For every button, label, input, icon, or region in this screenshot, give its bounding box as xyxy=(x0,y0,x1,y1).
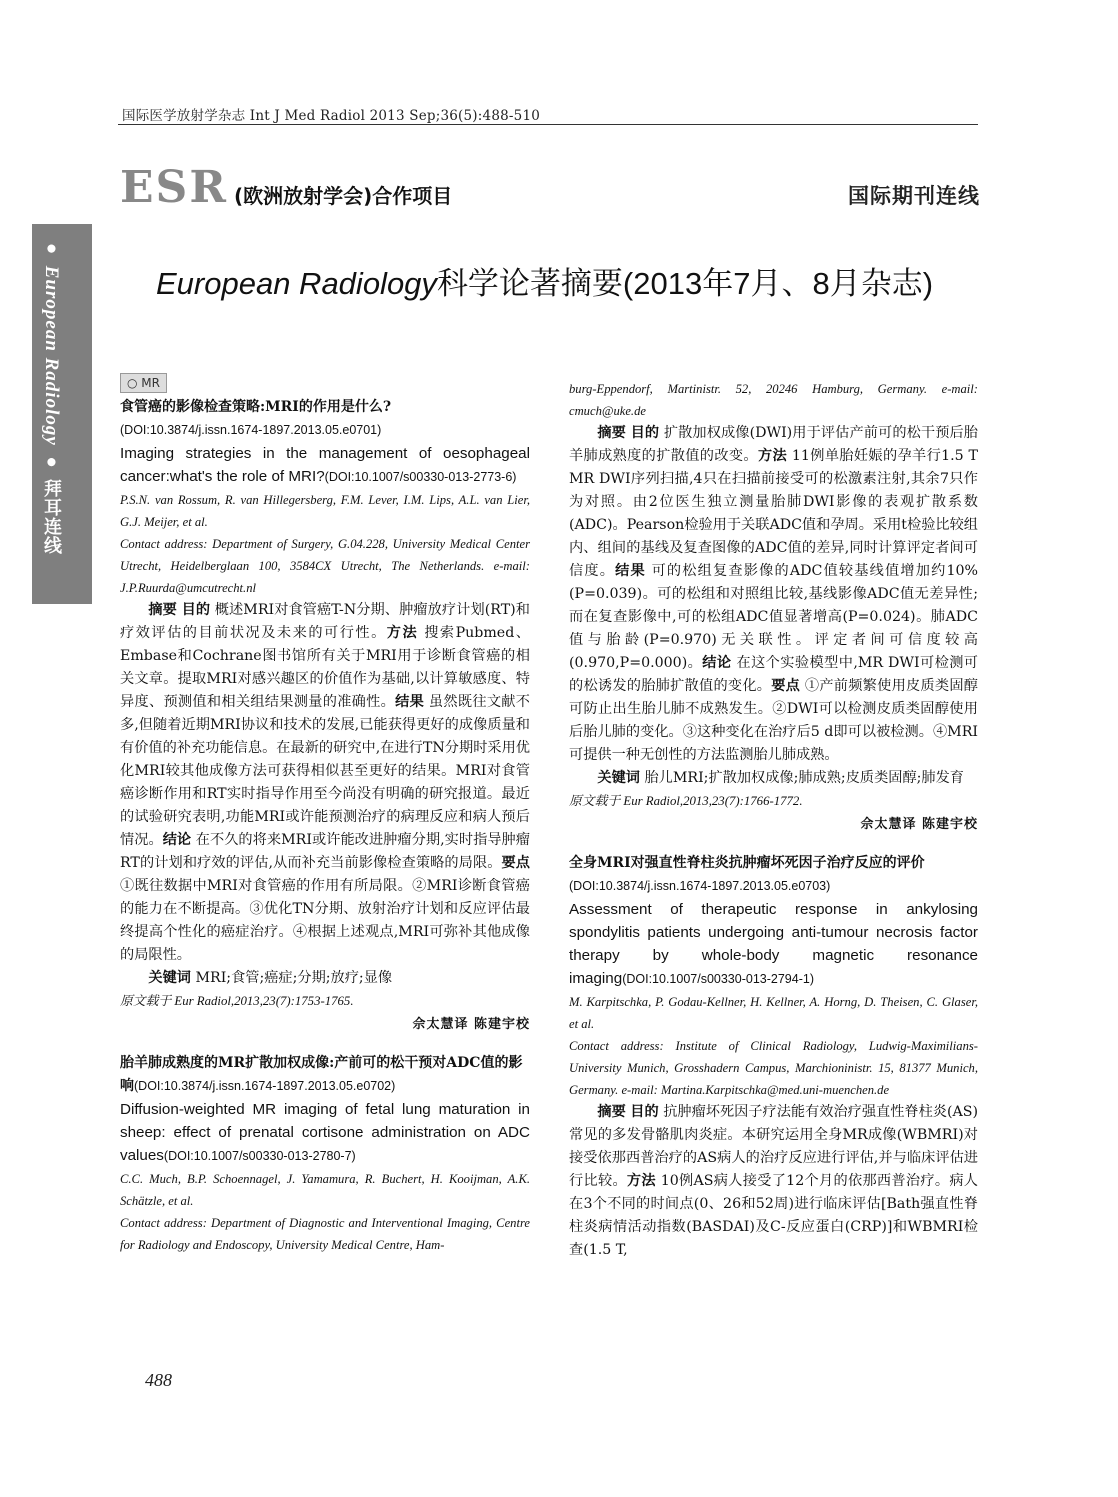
side-tab-en: ● European Radiology ● xyxy=(41,238,62,474)
article-1-translator: 佘太慧译 陈建宇校 xyxy=(412,1017,530,1032)
article-2-authors: C.C. Much, B.P. Schoennagel, J. Yamamura, R. Buchert, H. Kooijman, A.K. Schätzle, et al. xyxy=(120,1172,530,1208)
article-1-cn-title: 食管癌的影像检查策略:MRI的作用是什么?(DOI:10.3874/j.issn.1674-1897.2013.05.e0701) xyxy=(120,399,392,437)
article-1-en-title: Imaging strategies in the management of oesophageal cancer:what's the role of MRI?(DOI:10.1007/s00330-013-2773-6) xyxy=(120,445,530,485)
esr-logo: ESR xyxy=(120,162,228,213)
article-1-source: 原文载于 Eur Radiol,2013,23(7):1753-1765. xyxy=(120,994,354,1008)
article-3-en-doi: (DOI:10.1007/s00330-013-2794-1) xyxy=(622,972,814,986)
side-tab-text xyxy=(38,238,64,555)
section-tag-mr: ○ MR xyxy=(120,373,167,393)
article-3-cn-title: 全身MRI对强直性脊柱炎抗肿瘤坏死因子治疗反应的评价 xyxy=(569,855,925,871)
article-2-keywords: 关键词 胎儿MRI;扩散加权成像;肺成熟;皮质类固醇;肺发育 xyxy=(597,770,964,786)
page-number: 488 xyxy=(145,1370,172,1390)
article-2-en-title: Diffusion-weighted MR imaging of fetal lung maturation in sheep: effect of prenatal cortisone administration on ADC values(DOI:10.1007/s00330-013-2780-7) xyxy=(120,1101,530,1164)
title-journal: European Radiology xyxy=(156,266,437,301)
running-head: 国际医学放射学杂志 Int J Med Radiol 2013 Sep;36(5):488-510 xyxy=(122,108,541,124)
article-1-en-doi: (DOI:10.1007/s00330-013-2773-6) xyxy=(324,470,517,484)
article-2-abstract: 摘要 目的 扩散加权成像(DWI)用于评估产前可的松干预后胎羊肺成熟度的扩散值的改变。方法 11例单胎妊娠的孕羊行1.5 T MR DWI序列扫描,4只在扫描前接受可的松激素注射,其余7只作为对照。由2位医生独立测量胎肺DWI影像的表观扩散系数(ADC)。Pearson检验用于关联ADC值和孕周。采用t检验比较组内、组间的基线及复查图像的ADC值的差异,同时计算评定者间可信度。结果 可的松组复查影像的ADC值较基线值增加约10%(P=0.039)。可的松组和对照组比较,基线影像ADC值无差异性;而在复查影像中,可的松组ADC值显著增高(P=0.024)。肺ADC值与胎龄(P=0.970)无关联性。评定者间可信度较高(0.970,P=0.000)。结论 在这个实验模型中,MR DWI可检测可的松诱发的胎肺扩散值的变化。要点 ①产前频繁使用皮质类固醇可防止出生胎儿肺不成熟发生。②DWI可以检测皮质类固醇使用后胎儿肺的变化。③这种变化在治疗后5 d即可以被检测。④MRI可提供一种无创性的方法监测胎儿肺成熟。 xyxy=(569,425,978,763)
article-2-contact-cont: burg-Eppendorf, Martinistr. 52, 20246 Hamburg, Germany. e-mail: cmuch@uke.de xyxy=(569,382,978,418)
article-1-keywords: 关键词 MRI;食管;癌症;分期;放疗;显像 xyxy=(148,970,393,986)
title-rest: 科学论著摘要(2013年7月、8月杂志) xyxy=(436,266,934,301)
left-column xyxy=(120,372,530,1256)
header-rule xyxy=(118,124,978,125)
article-3-contact: Contact address: Institute of Clinical Radiology, Ludwig-Maximilians-University Munich, Grosshadern Campus, Marchioninistr. 15, 81377 Munich, Germany. e-mail: Martina.Karpitschka@med.uni-muenchen.de xyxy=(569,1039,978,1097)
article-2-cn-title: 胎羊肺成熟度的MR扩散加权成像:产前可的松干预对ADC值的影响(DOI:10.3874/j.issn.1674-1897.2013.05.e0702) xyxy=(120,1055,523,1094)
article-2-translator: 佘太慧译 陈建宇校 xyxy=(860,817,978,832)
side-tab-cn: 拜耳连线 xyxy=(41,479,62,556)
article-1-authors: P.S.N. van Rossum, R. van Hillegersberg, F.M. Lever, I.M. Lips, A.L. van Lier, G.J. Meijer, et al. xyxy=(120,493,530,529)
article-1-cn-doi: (DOI:10.3874/j.issn.1674-1897.2013.05.e0701) xyxy=(120,423,382,437)
article-3-authors: M. Karpitschka, P. Godau-Kellner, H. Kellner, A. Horng, D. Theisen, C. Glaser, et al. xyxy=(569,995,978,1031)
article-1-contact: Contact address: Department of Surgery, G.04.228, University Medical Center Utrecht, Heidelberglaan 100, 3584CX Utrecht, The Netherlands. e-mail: J.P.Ruurda@umcutrecht.nl xyxy=(120,537,530,595)
article-2-source: 原文载于 Eur Radiol,2013,23(7):1766-1772. xyxy=(569,794,803,808)
esr-subtitle: (欧洲放射学会)合作项目 xyxy=(234,184,453,208)
article-2-contact: Contact address: Department of Diagnostic and Interventional Imaging, Centre for Radiology and Endoscopy, University Medical Centre, Ham- xyxy=(120,1216,530,1252)
journal-link-label: 国际期刊连线 xyxy=(848,184,980,208)
article-2-cn-doi: (DOI:10.3874/j.issn.1674-1897.2013.05.e0702) xyxy=(134,1079,396,1093)
page-title xyxy=(156,258,933,303)
article-3-abstract: 摘要 目的 抗肿瘤坏死因子疗法能有效治疗强直性脊柱炎(AS)常见的多发骨骼肌肉炎症。本研究运用全身MR成像(WBMRI)对接受依那西普治疗的AS病人的治疗反应进行评估,并与临床评估进行比较。方法 10例AS病人接受了12个月的依那西普治疗。病人在3个不同的时间点(0、26和52周)进行临床评估[Bath强直性脊柱炎病情活动指数(BASDAI)及C-反应蛋白(CRP)]和WBMRI检查(1.5 T, xyxy=(569,1104,978,1258)
side-tab xyxy=(32,224,92,604)
article-3-en-title: Assessment of therapeutic response in ankylosing spondylitis patients undergoing anti-tumour necrosis factor therapy by whole-body magnetic resonance imaging(DOI:10.1007/s00330-013-2794-1) xyxy=(569,901,978,987)
right-column xyxy=(569,378,978,1262)
article-1-abstract: 摘要 目的 概述MRI对食管癌T-N分期、肿瘤放疗计划(RT)和疗效评估的目前状况及未来的可行性。方法 搜索Pubmed、Embase和Cochrane图书馆所有关于MRI用于诊断食管癌的相关文章。提取MRI对感兴趣区的价值作为基础,以计算敏感度、特异度、预测值和相关组结果测量的准确性。结果 虽然既往文献不多,但随着近期MRI协议和技术的发展,已能获得更好的成像质量和有价值的补充功能信息。在最新的研究中,在进行TN分期时采用优化MRI较其他成像方法可获得相似甚至更好的结果。MRI对食管癌诊断作用和RT实时指导作用至今尚没有明确的研究报道。最近的试验研究表明,功能MRI或许能预测治疗的病理反应和病人预后情况。结论 在不久的将来MRI或许能改进肿瘤分期,实时指导肿瘤RT的计划和疗效的评估,从而补充当前影像检查策略的局限。要点 ①既往数据中MRI对食管癌的作用有所局限。②MRI诊断食管癌的能力在不断提高。③优化TN分期、放射治疗计划和反应评估最终提高个性化的癌症治疗。④根据上述观点,MRI可弥补其他成像的局限性。 xyxy=(120,602,530,963)
article-2-en-doi: (DOI:10.1007/s00330-013-2780-7) xyxy=(163,1149,356,1163)
article-3-cn-doi: (DOI:10.3874/j.issn.1674-1897.2013.05.e0703) xyxy=(569,879,831,893)
